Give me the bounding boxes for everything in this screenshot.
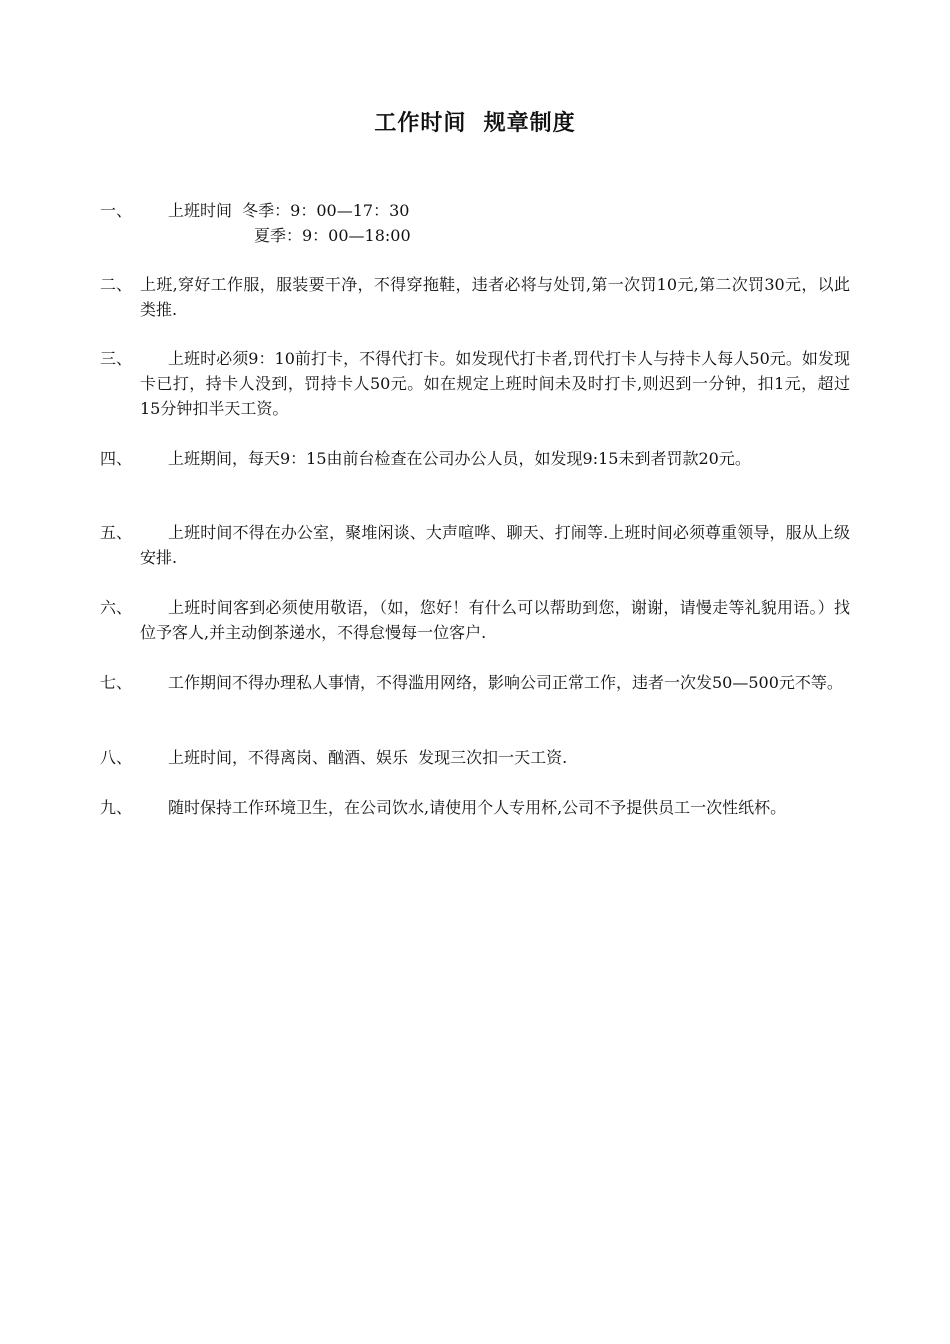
- rule-text: 随时保持工作环境卫生，在公司饮水,请使用个人专用杯,公司不予提供员工一次性纸杯。: [168, 798, 787, 817]
- rule-number: 八、: [100, 748, 133, 767]
- rule-item-8: [100, 745, 850, 770]
- rule-text: [140, 198, 850, 248]
- rule-number: 四、: [100, 449, 133, 468]
- rule-text: 上班时必须9：10前打卡，不得代打卡。如发现代打卡者,罚代打卡人与持卡人每人50元。如发现卡已打，持卡人没到，罚持卡人50元。如在规定上班时间未及时打卡,则迟到一分钟，扣1元，超过15分钟扣半天工资。: [140, 349, 850, 418]
- rule-item-4: [100, 446, 850, 471]
- rule-item-7: [100, 670, 850, 695]
- summer-hours: 夏季：9：00—18:00: [254, 226, 411, 245]
- page-title: 工作时间 规章制度: [374, 111, 576, 136]
- rule-item-1: [100, 198, 850, 248]
- rule-item-3: [100, 346, 850, 421]
- rule-number: 三、: [100, 349, 133, 368]
- rule-text: 上班时间客到必须使用敬语，（如，您好！有什么可以帮助到您，谢谢，请慢走等礼貌用语。）找位予客人,并主动倒茶递水，不得怠慢每一位客户.: [140, 598, 850, 642]
- rule-number: 二、: [100, 275, 133, 294]
- rule-number: 六、: [100, 598, 133, 617]
- rule-number: 五、: [100, 523, 133, 542]
- rule-text: 上班期间，每天9：15由前台检查在公司办公人员，如发现9:15未到者罚款20元。: [168, 449, 751, 468]
- rule-number: 九、: [100, 798, 133, 817]
- rule-item-5: [100, 520, 850, 570]
- rule-number: 一、: [100, 201, 133, 220]
- rule-text: 上班时间不得在办公室，聚堆闲谈、大声喧哗、聊天、打闹等.上班时间必须尊重领导，服从上级安排.: [140, 523, 850, 567]
- rule-text: 上班时间，不得离岗、酗酒、娱乐 发现三次扣一天工资.: [168, 748, 568, 767]
- rule-item-2: [100, 272, 850, 322]
- winter-hours: 上班时间 冬季：9：00—17：30: [168, 201, 410, 220]
- rule-text: 上班,穿好工作服，服装要干净，不得穿拖鞋，违者必将与处罚,第一次罚10元,第二次罚30元，以此类推.: [140, 275, 850, 319]
- rule-number: 七、: [100, 673, 133, 692]
- rule-item-6: [100, 595, 850, 645]
- rule-text: 工作期间不得办理私人事情，不得滥用网络，影响公司正常工作，违者一次发50—500元不等。: [168, 673, 843, 692]
- rule-item-9: [100, 795, 850, 820]
